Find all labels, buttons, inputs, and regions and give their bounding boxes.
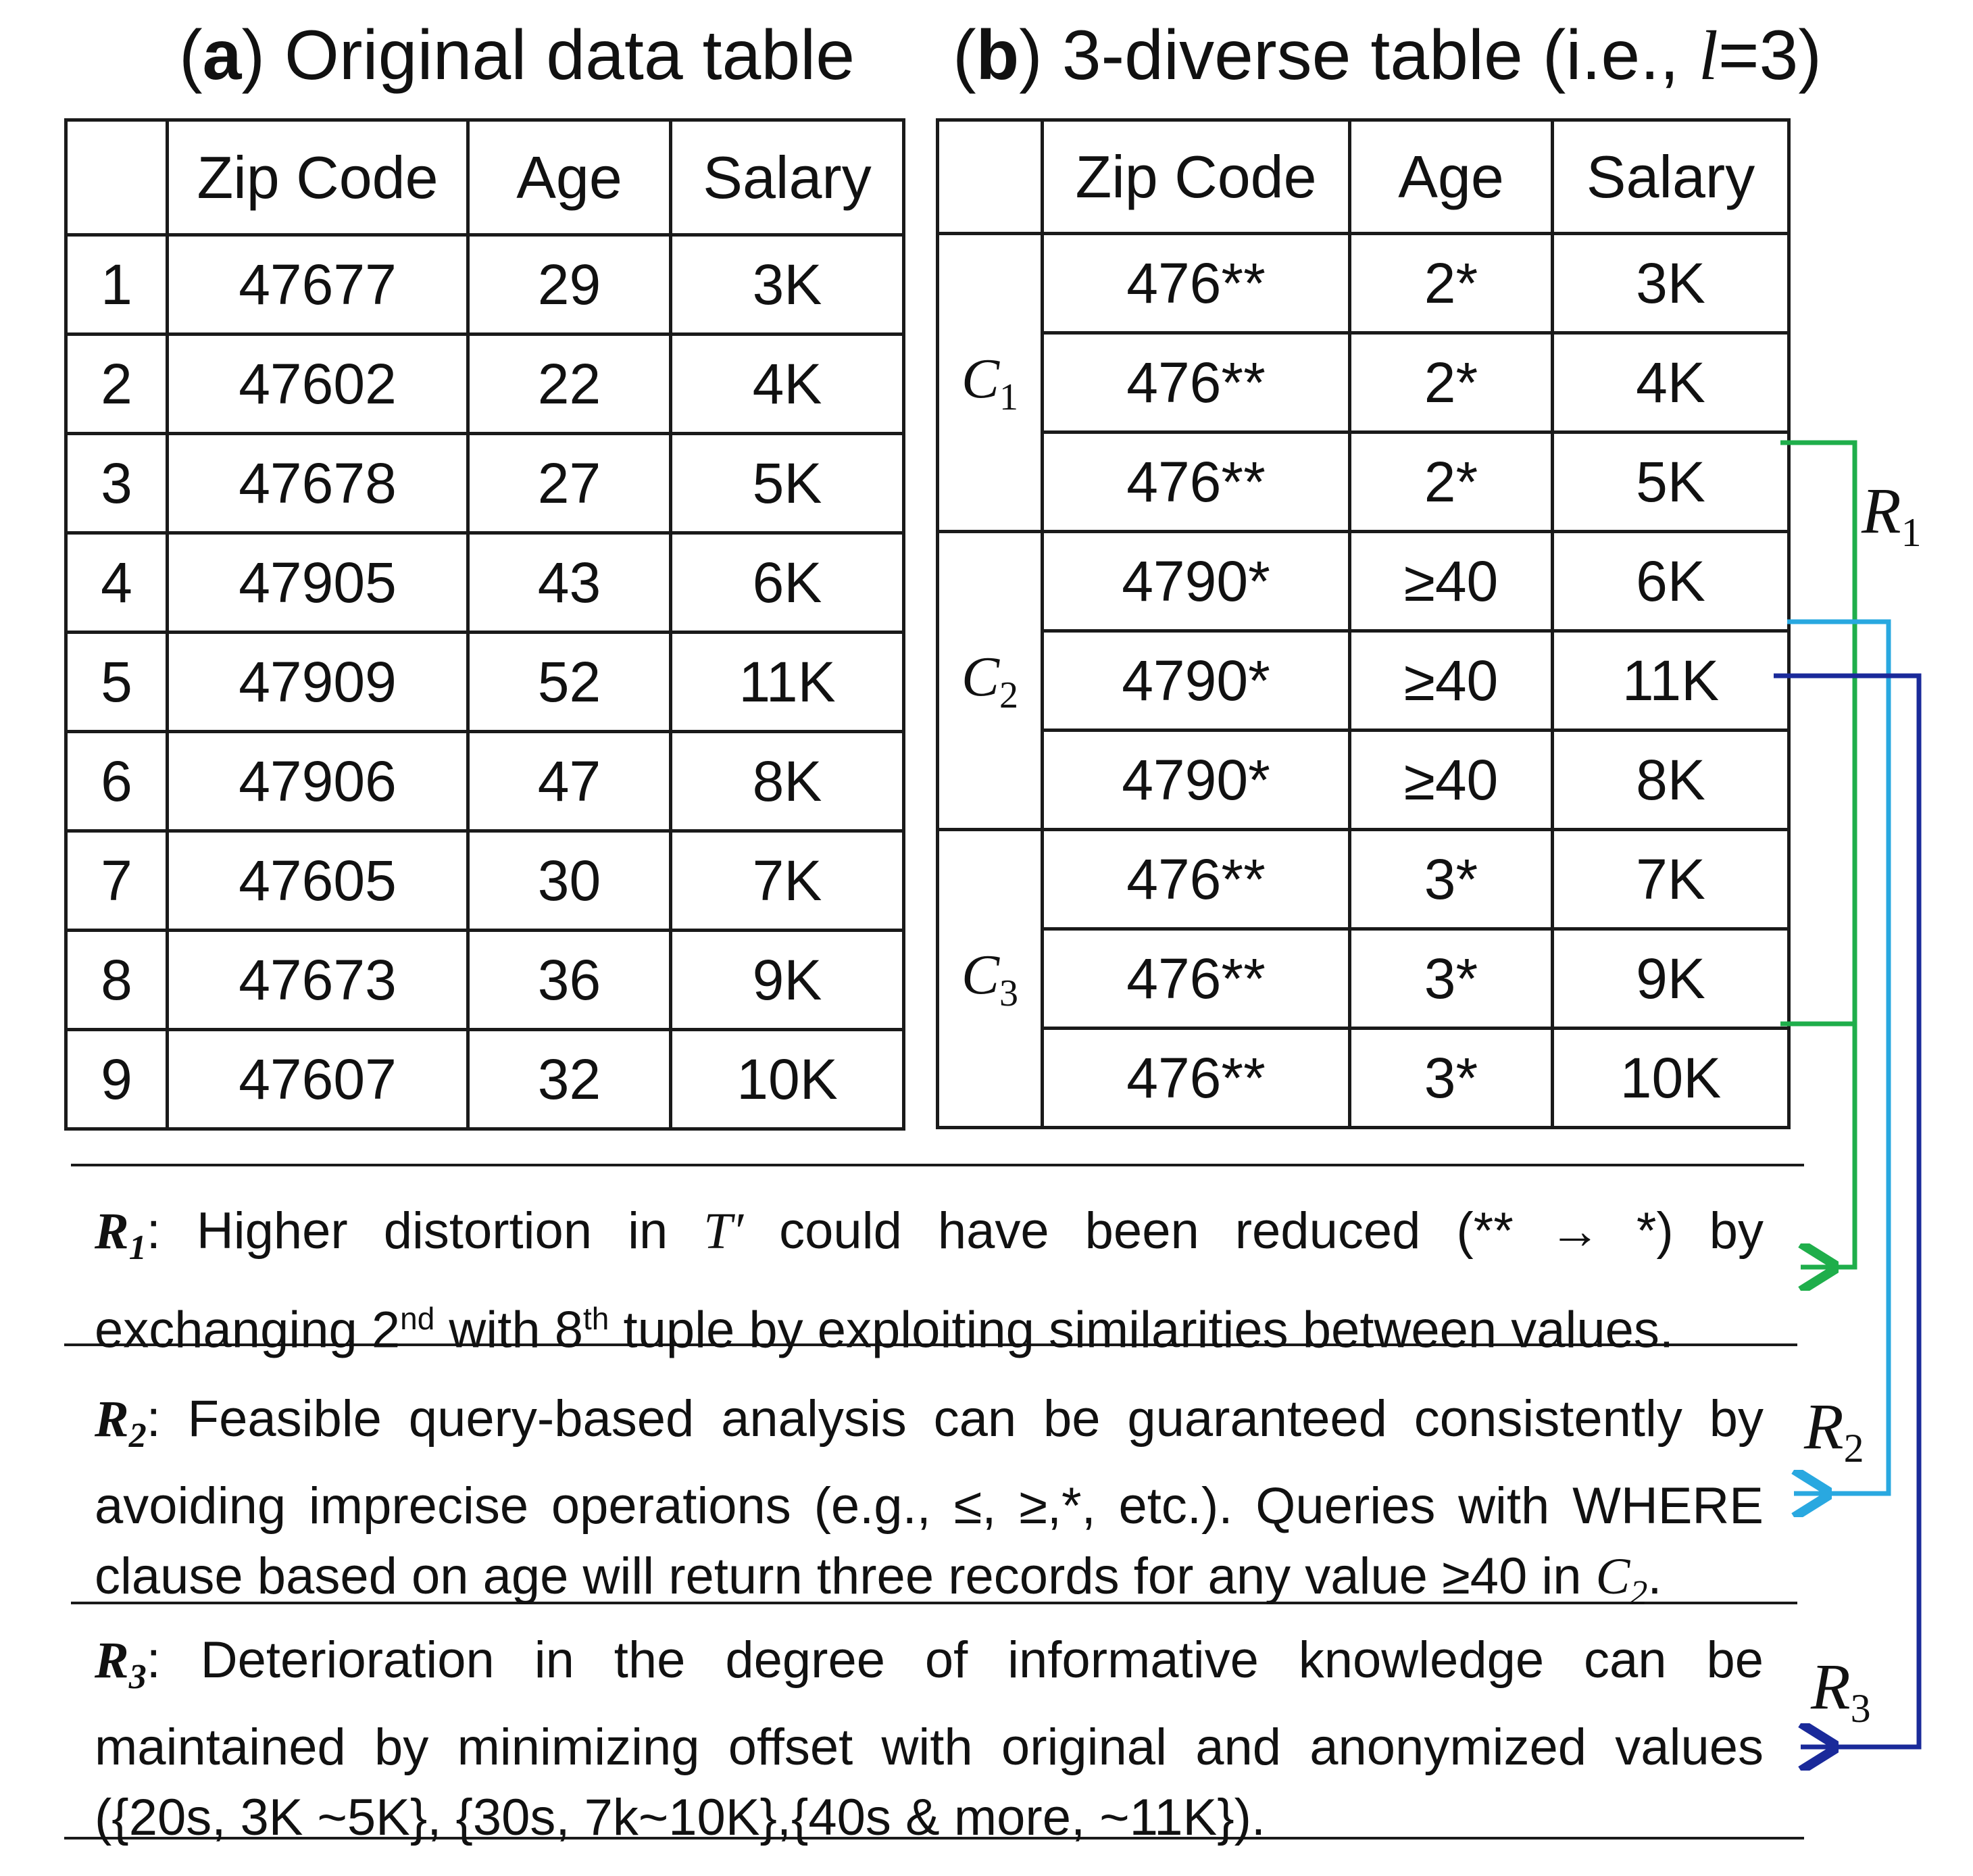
header-salary: Salary xyxy=(671,120,904,235)
age-cell: 3* xyxy=(1350,1029,1553,1128)
salary-cell: 8K xyxy=(1553,731,1789,830)
row-index: 4 xyxy=(66,533,168,633)
divider xyxy=(71,1164,1804,1166)
class-label-c2: $C_2$ xyxy=(938,532,1043,830)
zip-cell: 476** xyxy=(1043,234,1350,333)
age-cell: 30 xyxy=(468,831,671,931)
age-cell: 3* xyxy=(1350,830,1553,929)
r1-arrow xyxy=(1801,1024,1855,1267)
note-r3: $R_3$: Deterioration in the degree of informative knowledge can be maintained by minimizing offset with original and anonymized values ({20s, 3K ~5K}, {30s, 7k~10K},{40s & more, ~11K}). xyxy=(95,1631,1764,1847)
salary-cell: 9K xyxy=(1553,929,1789,1029)
r3-label: $R_3$ xyxy=(1811,1650,1871,1731)
zip-cell: 47906 xyxy=(168,732,468,831)
salary-cell: 10K xyxy=(1553,1029,1789,1128)
zip-cell: 4790* xyxy=(1043,532,1350,631)
note-r1-key: $R_1$ xyxy=(95,1203,147,1268)
salary-cell: 3K xyxy=(1553,234,1789,333)
row-index: 7 xyxy=(66,831,168,931)
zip-cell: 4790* xyxy=(1043,731,1350,830)
note-r3-key: $R_3$ xyxy=(95,1632,147,1697)
salary-cell: 5K xyxy=(671,434,904,533)
age-cell: ≥40 xyxy=(1350,631,1553,731)
row-index: 1 xyxy=(66,235,168,335)
zip-cell: 476** xyxy=(1043,433,1350,532)
note-r1: $R_1$: Higher distortion in T′ could have been reduced (** → *) by exchanging 2nd with 8th tuple by exploiting similarities between values. xyxy=(95,1202,1764,1359)
zip-cell: 47607 xyxy=(168,1030,468,1129)
zip-cell: 476** xyxy=(1043,830,1350,929)
header-zip-code: Zip Code xyxy=(1043,120,1350,234)
age-cell: 2* xyxy=(1350,234,1553,333)
zip-cell: 4790* xyxy=(1043,631,1350,731)
salary-cell: 9K xyxy=(671,931,904,1030)
header-age: Age xyxy=(468,120,671,235)
age-cell: 32 xyxy=(468,1030,671,1129)
salary-cell: 10K xyxy=(671,1030,904,1129)
class-label-c3: $C_3$ xyxy=(938,830,1043,1128)
salary-cell: 4K xyxy=(671,335,904,434)
zip-cell: 47909 xyxy=(168,633,468,732)
zip-cell: 47673 xyxy=(168,931,468,1030)
class-label-c1: $C_1$ xyxy=(938,234,1043,532)
title-a: (a) Original data table xyxy=(179,16,855,95)
age-cell: ≥40 xyxy=(1350,532,1553,631)
row-index: 2 xyxy=(66,335,168,434)
salary-cell: 3K xyxy=(671,235,904,335)
salary-cell: 4K xyxy=(1553,333,1789,433)
zip-cell: 47677 xyxy=(168,235,468,335)
salary-cell: 8K xyxy=(671,732,904,831)
salary-cell: 5K xyxy=(1553,433,1789,532)
title-b: (b) 3-diverse table (i.e., l=3) xyxy=(953,16,1822,95)
age-cell: 36 xyxy=(468,931,671,1030)
zip-cell: 47605 xyxy=(168,831,468,931)
age-cell: 2* xyxy=(1350,433,1553,532)
r1-label: $R_1$ xyxy=(1862,474,1922,556)
zip-cell: 476** xyxy=(1043,333,1350,433)
r3-arrow xyxy=(1774,676,1919,1747)
r1-bracket-line xyxy=(1780,443,1855,1024)
row-index: 9 xyxy=(66,1030,168,1129)
row-index: 8 xyxy=(66,931,168,1030)
zip-cell: 47905 xyxy=(168,533,468,633)
zip-cell: 47602 xyxy=(168,335,468,434)
row-index: 6 xyxy=(66,732,168,831)
age-cell: 47 xyxy=(468,732,671,831)
salary-cell: 6K xyxy=(1553,532,1789,631)
zip-cell: 476** xyxy=(1043,1029,1350,1128)
zip-cell: 47678 xyxy=(168,434,468,533)
salary-cell: 7K xyxy=(1553,830,1789,929)
salary-cell: 7K xyxy=(671,831,904,931)
age-cell: 43 xyxy=(468,533,671,633)
salary-cell: 6K xyxy=(671,533,904,633)
age-cell: 22 xyxy=(468,335,671,434)
row-index: 5 xyxy=(66,633,168,732)
header-zip-code: Zip Code xyxy=(168,120,468,235)
note-r2-key: $R_2$ xyxy=(95,1391,147,1456)
header-salary: Salary xyxy=(1553,120,1789,234)
age-cell: 2* xyxy=(1350,333,1553,433)
age-cell: 27 xyxy=(468,434,671,533)
row-index: 3 xyxy=(66,434,168,533)
zip-cell: 476** xyxy=(1043,929,1350,1029)
age-cell: 29 xyxy=(468,235,671,335)
r2-arrow xyxy=(1787,622,1889,1494)
salary-cell: 11K xyxy=(671,633,904,732)
note-r2: $R_2$: Feasible query-based analysis can be guaranteed consistently by avoiding imprecise operations (e.g., ≤, ≥,*, etc.). Queries with WHERE clause based on age will return three records for any value ≥40 in $C_2$. xyxy=(95,1390,1764,1613)
header-age: Age xyxy=(1350,120,1553,234)
salary-cell: 11K xyxy=(1553,631,1789,731)
r2-label: $R_2$ xyxy=(1804,1390,1864,1471)
age-cell: 52 xyxy=(468,633,671,732)
age-cell: ≥40 xyxy=(1350,731,1553,830)
age-cell: 3* xyxy=(1350,929,1553,1029)
